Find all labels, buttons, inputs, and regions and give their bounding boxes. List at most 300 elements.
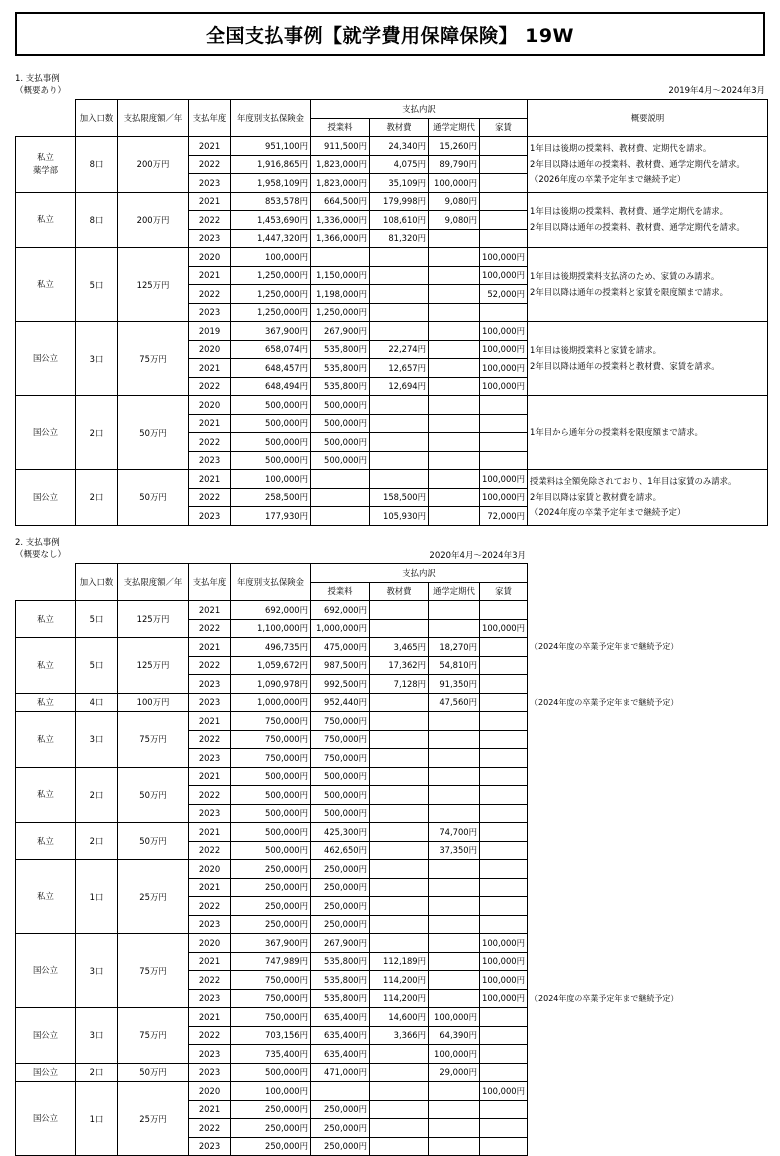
rent-cell: 52,000円 xyxy=(480,285,528,304)
side-note xyxy=(528,1045,768,1064)
annual-cell: 648,457円 xyxy=(231,359,311,378)
rent-cell xyxy=(480,211,528,230)
year-cell: 2021 xyxy=(189,712,231,731)
limit-cell: 125万円 xyxy=(118,248,189,322)
header-annual: 年度別支払保険金 xyxy=(231,100,311,137)
school-type: 国公立 xyxy=(16,322,76,396)
year-cell: 2020 xyxy=(189,248,231,267)
side-note xyxy=(528,1063,768,1082)
commute-cell xyxy=(429,340,480,359)
rent-cell xyxy=(480,396,528,415)
section2-label-block xyxy=(15,537,66,561)
annual-cell: 1,250,000円 xyxy=(231,303,311,322)
commute-cell xyxy=(429,229,480,248)
document-title-box xyxy=(15,12,765,56)
table-row xyxy=(16,823,768,842)
units-cell: 3口 xyxy=(76,322,118,396)
materials-cell xyxy=(370,1063,429,1082)
section1-table-body xyxy=(16,137,768,526)
annual-cell: 250,000円 xyxy=(231,878,311,897)
table-row xyxy=(16,137,768,156)
table-row xyxy=(16,934,768,953)
tuition-cell: 1,823,000円 xyxy=(311,155,370,174)
header-year: 支払年度 xyxy=(189,100,231,137)
rent-cell: 100,000円 xyxy=(480,359,528,378)
annual-cell: 500,000円 xyxy=(231,823,311,842)
school-type: 国公立 xyxy=(16,396,76,470)
materials-cell: 7,128円 xyxy=(370,675,429,694)
summary-note xyxy=(528,192,768,248)
commute-cell xyxy=(429,786,480,805)
tuition-cell: 911,500円 xyxy=(311,137,370,156)
annual-cell: 500,000円 xyxy=(231,804,311,823)
section2-sublabel: （概要なし） xyxy=(15,550,67,560)
rent-cell xyxy=(480,915,528,934)
header-annual: 年度別支払保険金 xyxy=(231,564,311,601)
annual-cell: 500,000円 xyxy=(231,396,311,415)
commute-cell: 54,810円 xyxy=(429,656,480,675)
commute-cell xyxy=(429,1100,480,1119)
units-cell: 4口 xyxy=(76,693,118,712)
commute-cell xyxy=(429,488,480,507)
year-cell: 2023 xyxy=(189,749,231,768)
limit-cell: 75万円 xyxy=(118,1008,189,1064)
annual-cell: 1,447,320円 xyxy=(231,229,311,248)
materials-cell: 3,465円 xyxy=(370,638,429,657)
materials-cell xyxy=(370,396,429,415)
summary-note-line: （2024年度の卒業予定年まで継続予定） xyxy=(530,507,686,517)
side-note xyxy=(528,1008,768,1027)
annual-cell: 853,578円 xyxy=(231,192,311,211)
school-type: 私立 xyxy=(16,601,76,638)
tuition-cell: 425,300円 xyxy=(311,823,370,842)
side-note xyxy=(528,1026,768,1045)
table-row xyxy=(16,1063,768,1082)
side-note xyxy=(528,915,768,934)
rent-cell xyxy=(480,155,528,174)
side-note xyxy=(528,601,768,620)
materials-cell xyxy=(370,823,429,842)
materials-cell: 81,320円 xyxy=(370,229,429,248)
header-tuition: 授業料 xyxy=(311,118,370,137)
units-cell: 3口 xyxy=(76,1008,118,1064)
tuition-cell: 1,823,000円 xyxy=(311,174,370,193)
commute-cell xyxy=(429,601,480,620)
rent-cell xyxy=(480,1063,528,1082)
annual-cell: 100,000円 xyxy=(231,470,311,489)
annual-cell: 1,250,000円 xyxy=(231,285,311,304)
commute-cell: 9,080円 xyxy=(429,192,480,211)
year-cell: 2021 xyxy=(189,1100,231,1119)
commute-cell xyxy=(429,860,480,879)
summary-note-line: 2年目以降は通年の授業料、教材費、通学定期代を請求。 xyxy=(530,158,745,169)
year-cell: 2022 xyxy=(189,619,231,638)
annual-cell: 177,930円 xyxy=(231,507,311,526)
year-cell: 2021 xyxy=(189,192,231,211)
year-cell: 2020 xyxy=(189,860,231,879)
rent-cell: 72,000円 xyxy=(480,507,528,526)
annual-cell: 735,400円 xyxy=(231,1045,311,1064)
units-cell: 3口 xyxy=(76,712,118,768)
annual-cell: 500,000円 xyxy=(231,1063,311,1082)
rent-cell xyxy=(480,804,528,823)
materials-cell xyxy=(370,915,429,934)
materials-cell xyxy=(370,1045,429,1064)
year-cell: 2022 xyxy=(189,730,231,749)
year-cell: 2022 xyxy=(189,488,231,507)
header-summary: 概要説明 xyxy=(528,100,768,137)
tuition-cell: 535,800円 xyxy=(311,359,370,378)
tuition-cell: 635,400円 xyxy=(311,1026,370,1045)
summary-note xyxy=(528,322,768,396)
tuition-cell: 664,500円 xyxy=(311,192,370,211)
annual-cell: 500,000円 xyxy=(231,414,311,433)
rent-cell: 100,000円 xyxy=(480,952,528,971)
materials-cell: 3,366円 xyxy=(370,1026,429,1045)
tuition-cell: 987,500円 xyxy=(311,656,370,675)
school-type: 私立 xyxy=(16,693,76,712)
summary-note-line: 2年目以降は通年の授業料、教材費、通学定期代を請求。 xyxy=(530,221,745,232)
rent-cell: 100,000円 xyxy=(480,377,528,396)
tuition-cell: 500,000円 xyxy=(311,396,370,415)
year-cell: 2023 xyxy=(189,174,231,193)
section2-label: 2. 支払事例 xyxy=(15,538,60,548)
commute-cell: 100,000円 xyxy=(429,1045,480,1064)
side-note xyxy=(528,897,768,916)
rent-cell xyxy=(480,693,528,712)
rent-cell xyxy=(480,303,528,322)
annual-cell: 1,090,978円 xyxy=(231,675,311,694)
materials-cell xyxy=(370,860,429,879)
year-cell: 2020 xyxy=(189,934,231,953)
year-cell: 2019 xyxy=(189,322,231,341)
school-type: 私立 薬学部 xyxy=(16,137,76,193)
materials-cell: 4,075円 xyxy=(370,155,429,174)
commute-cell xyxy=(429,934,480,953)
rent-cell: 100,000円 xyxy=(480,989,528,1008)
header-commute: 通学定期代 xyxy=(429,582,480,601)
commute-cell xyxy=(429,377,480,396)
commute-cell: 64,390円 xyxy=(429,1026,480,1045)
commute-cell xyxy=(429,730,480,749)
annual-cell: 100,000円 xyxy=(231,248,311,267)
annual-cell: 1,059,672円 xyxy=(231,656,311,675)
materials-cell xyxy=(370,303,429,322)
document-title: 全国支払事例【就学費用保障保険】 19W xyxy=(205,24,574,47)
rent-cell xyxy=(480,433,528,452)
side-note xyxy=(528,712,768,731)
tuition-cell: 500,000円 xyxy=(311,451,370,470)
materials-cell: 105,930円 xyxy=(370,507,429,526)
table-row xyxy=(16,860,768,879)
commute-cell: 74,700円 xyxy=(429,823,480,842)
rent-cell: 100,000円 xyxy=(480,470,528,489)
table-row xyxy=(16,470,768,489)
commute-cell xyxy=(429,285,480,304)
table-row xyxy=(16,767,768,786)
materials-cell xyxy=(370,266,429,285)
summary-note xyxy=(528,396,768,470)
school-type: 私立 xyxy=(16,248,76,322)
tuition-cell: 500,000円 xyxy=(311,414,370,433)
annual-cell: 750,000円 xyxy=(231,989,311,1008)
commute-cell xyxy=(429,1082,480,1101)
year-cell: 2021 xyxy=(189,638,231,657)
side-note: （2024年度の卒業予定年まで継続予定） xyxy=(530,993,679,1003)
year-cell: 2023 xyxy=(189,303,231,322)
tuition-cell: 535,800円 xyxy=(311,971,370,990)
commute-cell xyxy=(429,619,480,638)
rent-cell xyxy=(480,1008,528,1027)
header-units: 加入口数 xyxy=(76,564,118,601)
commute-cell xyxy=(429,1119,480,1138)
annual-cell: 500,000円 xyxy=(231,433,311,452)
annual-cell: 250,000円 xyxy=(231,1137,311,1156)
commute-cell xyxy=(429,248,480,267)
commute-cell xyxy=(429,1137,480,1156)
annual-cell: 747,989円 xyxy=(231,952,311,971)
year-cell: 2021 xyxy=(189,601,231,620)
side-note xyxy=(528,675,768,694)
side-note xyxy=(528,730,768,749)
table-row xyxy=(16,693,768,712)
commute-cell xyxy=(429,266,480,285)
year-cell: 2023 xyxy=(189,507,231,526)
side-note xyxy=(528,934,768,953)
materials-cell: 12,694円 xyxy=(370,377,429,396)
rent-cell xyxy=(480,786,528,805)
summary-note xyxy=(528,137,768,193)
commute-cell xyxy=(429,767,480,786)
rent-cell xyxy=(480,767,528,786)
tuition-cell: 1,150,000円 xyxy=(311,266,370,285)
side-note xyxy=(528,878,768,897)
materials-cell xyxy=(370,1100,429,1119)
tuition-cell: 635,400円 xyxy=(311,1045,370,1064)
header-materials: 教材費 xyxy=(370,118,429,137)
rent-cell: 100,000円 xyxy=(480,971,528,990)
year-cell: 2020 xyxy=(189,396,231,415)
year-cell: 2022 xyxy=(189,433,231,452)
limit-cell: 50万円 xyxy=(118,396,189,470)
annual-cell: 100,000円 xyxy=(231,1082,311,1101)
school-type: 私立 xyxy=(16,638,76,694)
rent-cell xyxy=(480,192,528,211)
summary-note-line: 授業料は全額免除されており、1年目は家賃のみ請求。 xyxy=(530,476,737,486)
units-cell: 5口 xyxy=(76,601,118,638)
annual-cell: 367,900円 xyxy=(231,934,311,953)
table-row xyxy=(16,601,768,620)
materials-cell: 179,998円 xyxy=(370,192,429,211)
annual-cell: 1,453,690円 xyxy=(231,211,311,230)
units-cell: 3口 xyxy=(76,934,118,1008)
materials-cell xyxy=(370,712,429,731)
commute-cell xyxy=(429,712,480,731)
rent-cell xyxy=(480,1119,528,1138)
annual-cell: 750,000円 xyxy=(231,712,311,731)
materials-cell: 112,189円 xyxy=(370,952,429,971)
units-cell: 5口 xyxy=(76,248,118,322)
table-row xyxy=(16,712,768,731)
units-cell: 8口 xyxy=(76,192,118,248)
annual-cell: 250,000円 xyxy=(231,1119,311,1138)
annual-cell: 500,000円 xyxy=(231,767,311,786)
commute-cell xyxy=(429,414,480,433)
materials-cell xyxy=(370,433,429,452)
year-cell: 2023 xyxy=(189,675,231,694)
year-cell: 2022 xyxy=(189,656,231,675)
summary-note-line: 2年目以降は通年の授業料と教材費、家賃を請求。 xyxy=(530,360,720,371)
tuition-cell: 250,000円 xyxy=(311,1119,370,1138)
rent-cell: 100,000円 xyxy=(480,248,528,267)
year-cell: 2023 xyxy=(189,229,231,248)
materials-cell xyxy=(370,767,429,786)
section1-label-block xyxy=(15,73,66,97)
rent-cell xyxy=(480,749,528,768)
header-materials: 教材費 xyxy=(370,582,429,601)
materials-cell xyxy=(370,897,429,916)
limit-cell: 75万円 xyxy=(118,322,189,396)
tuition-cell: 475,000円 xyxy=(311,638,370,657)
school-type: 私立 xyxy=(16,192,76,248)
tuition-cell: 692,000円 xyxy=(311,601,370,620)
year-cell: 2021 xyxy=(189,823,231,842)
commute-cell xyxy=(429,451,480,470)
rent-cell xyxy=(480,897,528,916)
materials-cell xyxy=(370,285,429,304)
year-cell: 2022 xyxy=(189,377,231,396)
section2-period: 2020年4月～2024年3月 xyxy=(429,551,526,561)
year-cell: 2022 xyxy=(189,211,231,230)
limit-cell: 200万円 xyxy=(118,192,189,248)
side-note xyxy=(528,1082,768,1101)
rent-cell: 100,000円 xyxy=(480,619,528,638)
side-note xyxy=(528,841,768,860)
commute-cell xyxy=(429,989,480,1008)
limit-cell: 25万円 xyxy=(118,1082,189,1156)
commute-cell xyxy=(429,971,480,990)
rent-cell: 100,000円 xyxy=(480,322,528,341)
tuition-cell: 1,198,000円 xyxy=(311,285,370,304)
side-note xyxy=(528,619,768,638)
rent-cell xyxy=(480,675,528,694)
rent-cell xyxy=(480,414,528,433)
materials-cell xyxy=(370,470,429,489)
side-note xyxy=(528,767,768,786)
table-row xyxy=(16,1082,768,1101)
materials-cell: 158,500円 xyxy=(370,488,429,507)
materials-cell xyxy=(370,248,429,267)
annual-cell: 500,000円 xyxy=(231,841,311,860)
side-note xyxy=(528,860,768,879)
limit-cell: 75万円 xyxy=(118,934,189,1008)
side-note xyxy=(528,1119,768,1138)
school-type: 国公立 xyxy=(16,470,76,526)
year-cell: 2023 xyxy=(189,451,231,470)
materials-cell xyxy=(370,749,429,768)
section2-table-body xyxy=(16,601,768,1156)
year-cell: 2022 xyxy=(189,1119,231,1138)
rent-cell xyxy=(480,1137,528,1156)
rent-cell xyxy=(480,656,528,675)
materials-cell xyxy=(370,619,429,638)
limit-cell: 125万円 xyxy=(118,638,189,694)
commute-cell xyxy=(429,396,480,415)
annual-cell: 496,735円 xyxy=(231,638,311,657)
units-cell: 5口 xyxy=(76,638,118,694)
annual-cell: 703,156円 xyxy=(231,1026,311,1045)
annual-cell: 250,000円 xyxy=(231,860,311,879)
tuition-cell: 535,800円 xyxy=(311,952,370,971)
rent-cell xyxy=(480,601,528,620)
annual-cell: 1,250,000円 xyxy=(231,266,311,285)
commute-cell xyxy=(429,359,480,378)
tuition-cell: 750,000円 xyxy=(311,749,370,768)
summary-note-line: 1年目は後期の授業料、教材費、定期代を請求。 xyxy=(530,143,712,153)
year-cell: 2023 xyxy=(189,989,231,1008)
commute-cell xyxy=(429,804,480,823)
commute-cell xyxy=(429,322,480,341)
side-note xyxy=(528,1137,768,1156)
year-cell: 2021 xyxy=(189,266,231,285)
year-cell: 2020 xyxy=(189,340,231,359)
summary-note-line: 2年目以降は家賃と教材費を請求。 xyxy=(530,491,661,502)
units-cell: 1口 xyxy=(76,1082,118,1156)
year-cell: 2020 xyxy=(189,1082,231,1101)
tuition-cell: 535,800円 xyxy=(311,989,370,1008)
school-type: 私立 xyxy=(16,860,76,934)
rent-cell: 100,000円 xyxy=(480,266,528,285)
rent-cell xyxy=(480,1026,528,1045)
commute-cell: 37,350円 xyxy=(429,841,480,860)
tuition-cell: 1,000,000円 xyxy=(311,619,370,638)
section1-table xyxy=(15,99,768,526)
commute-cell xyxy=(429,915,480,934)
side-note xyxy=(528,971,768,990)
school-type: 国公立 xyxy=(16,1008,76,1064)
school-type: 国公立 xyxy=(16,1063,76,1082)
table-row xyxy=(16,248,768,267)
rent-cell xyxy=(480,823,528,842)
section1-label: 1. 支払事例 xyxy=(15,74,60,84)
tuition-cell: 500,000円 xyxy=(311,786,370,805)
units-cell: 8口 xyxy=(76,137,118,193)
commute-cell: 29,000円 xyxy=(429,1063,480,1082)
year-cell: 2023 xyxy=(189,693,231,712)
materials-cell: 114,200円 xyxy=(370,989,429,1008)
rent-cell: 100,000円 xyxy=(480,340,528,359)
school-type: 国公立 xyxy=(16,1082,76,1156)
year-cell: 2023 xyxy=(189,804,231,823)
tuition-cell: 635,400円 xyxy=(311,1008,370,1027)
materials-cell: 17,362円 xyxy=(370,656,429,675)
year-cell: 2021 xyxy=(189,1008,231,1027)
commute-cell: 91,350円 xyxy=(429,675,480,694)
section1-period: 2019年4月～2024年3月 xyxy=(668,86,765,96)
commute-cell: 100,000円 xyxy=(429,1008,480,1027)
annual-cell: 658,074円 xyxy=(231,340,311,359)
rent-cell xyxy=(480,878,528,897)
materials-cell xyxy=(370,1119,429,1138)
year-cell: 2021 xyxy=(189,767,231,786)
year-cell: 2021 xyxy=(189,952,231,971)
materials-cell xyxy=(370,1137,429,1156)
rent-cell xyxy=(480,730,528,749)
materials-cell xyxy=(370,934,429,953)
tuition-cell xyxy=(311,248,370,267)
commute-cell xyxy=(429,433,480,452)
tuition-cell: 952,440円 xyxy=(311,693,370,712)
